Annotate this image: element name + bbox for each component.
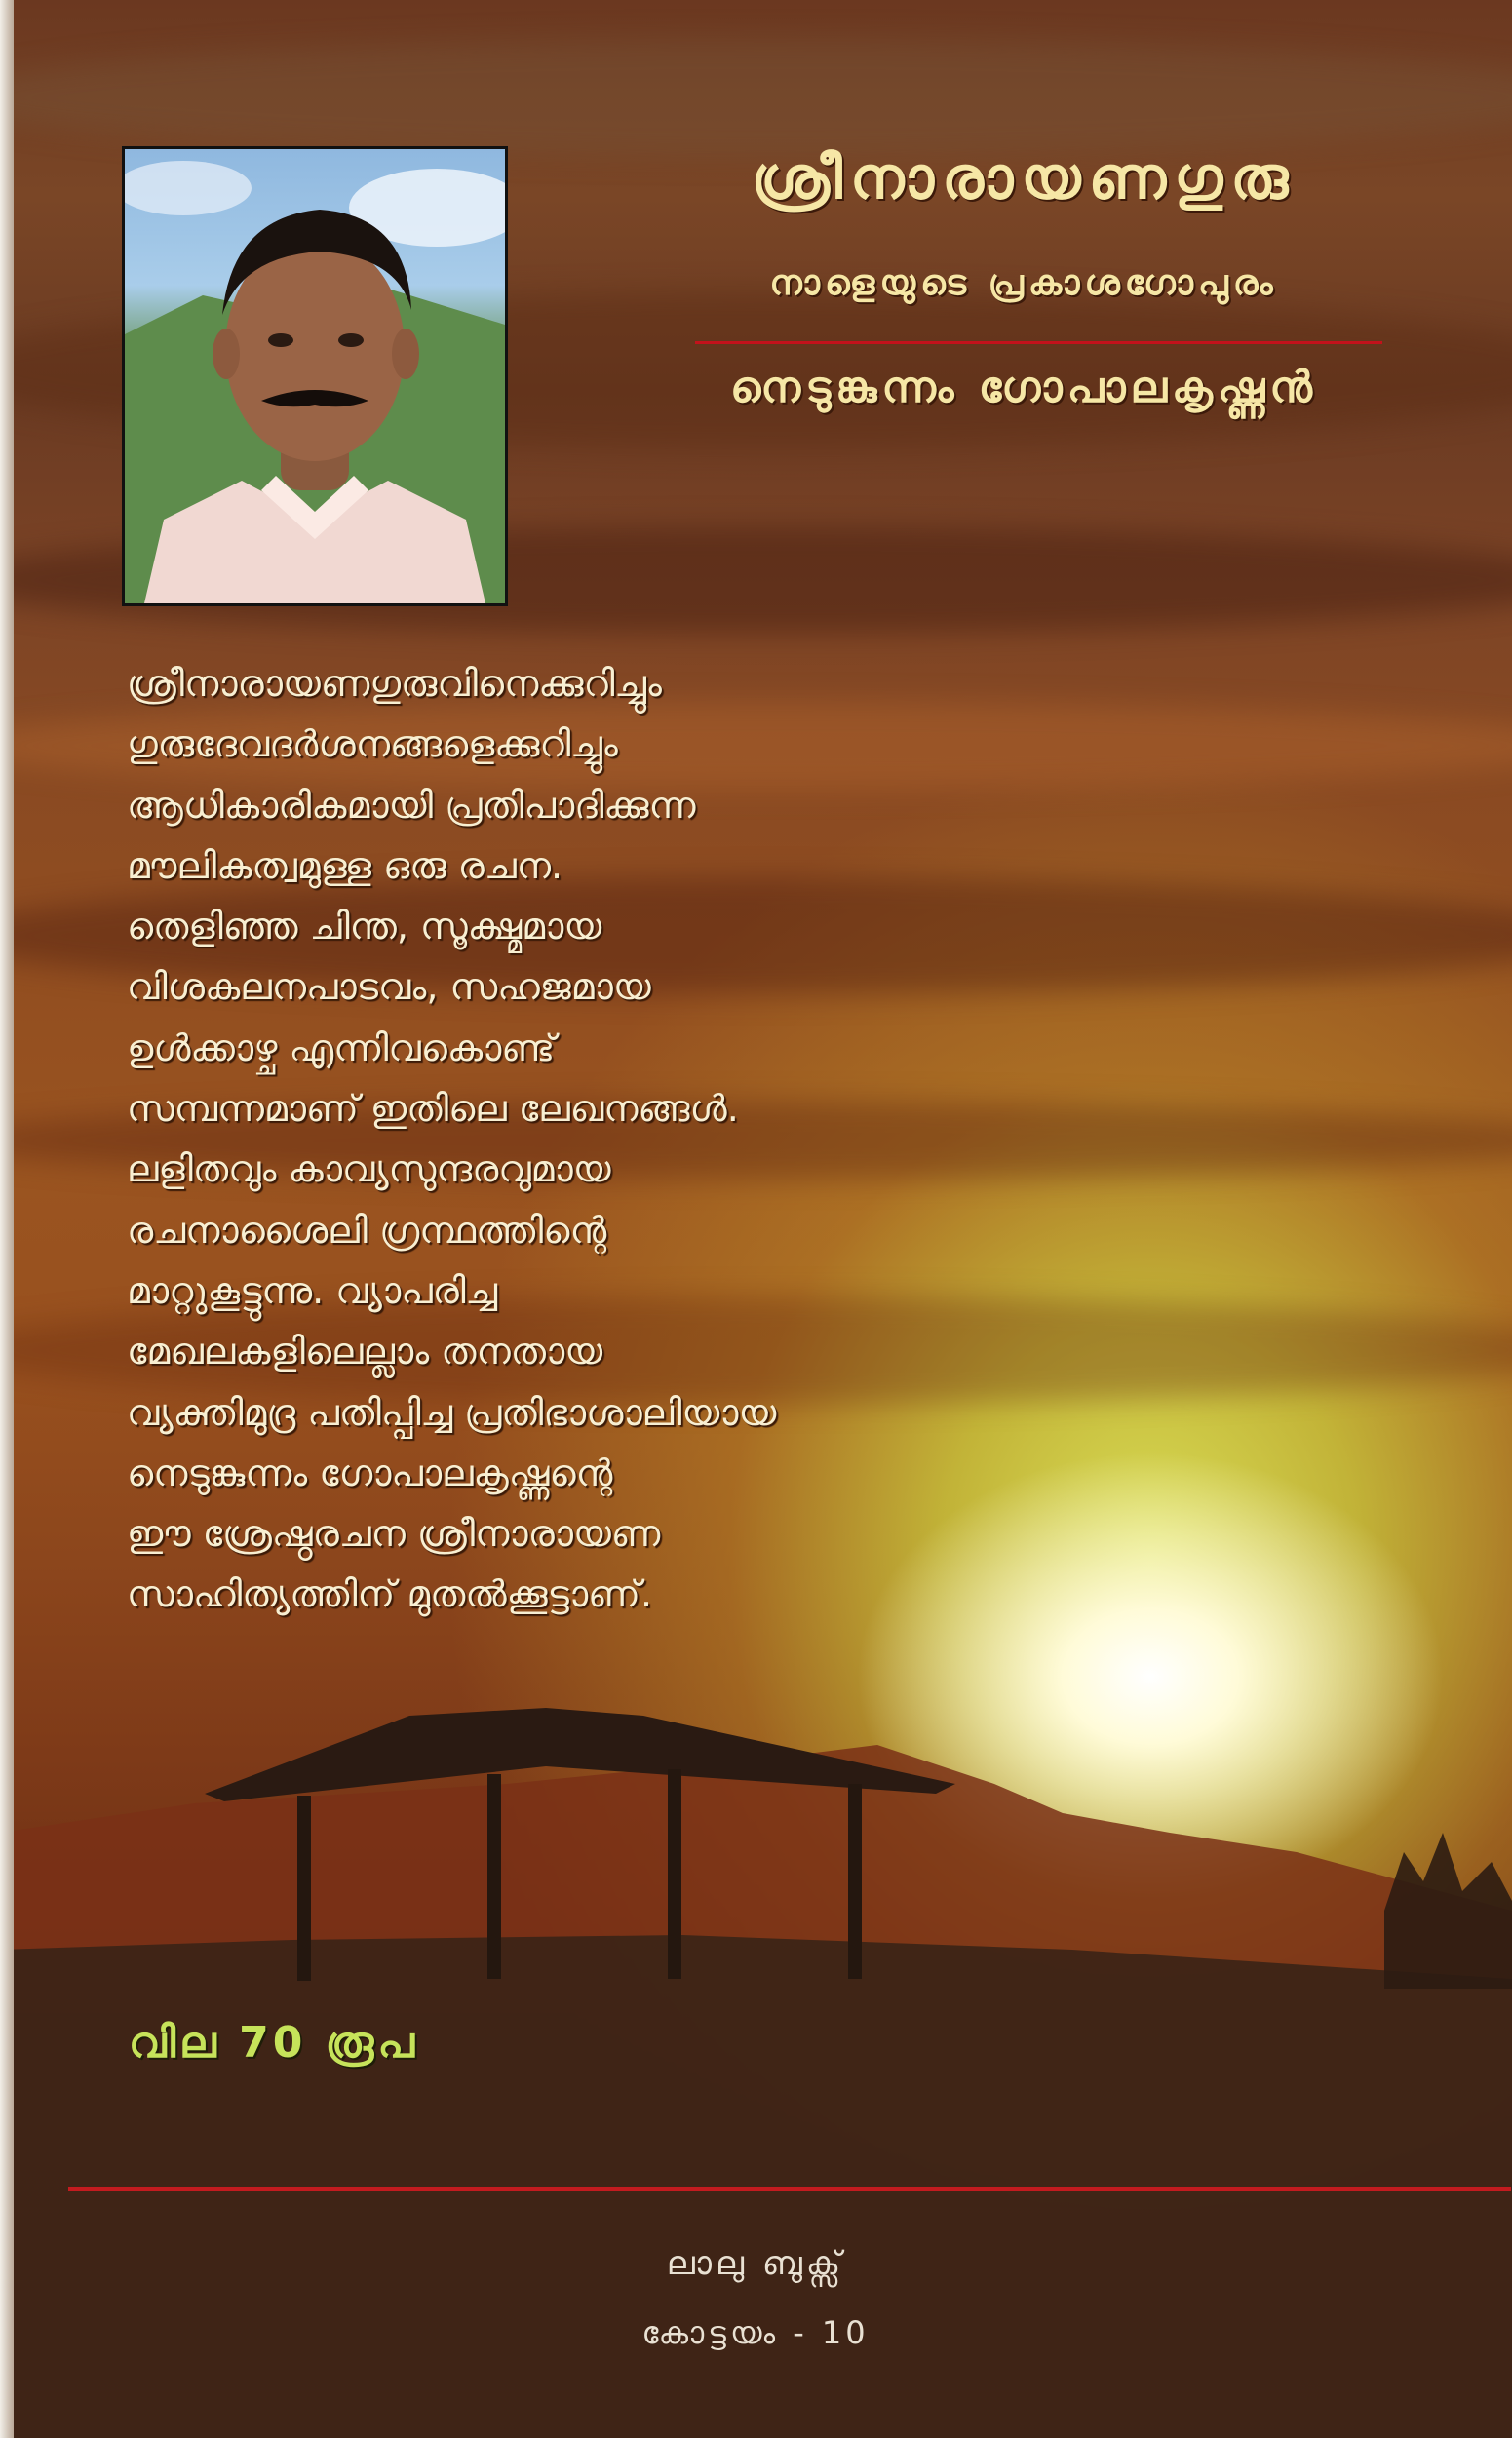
blurb-line: ആധികാരികമായി പ്രതിപാദിക്കുന്ന — [127, 783, 696, 827]
blurb-line: ഈ ശ്രേഷ്ഠരചന ശ്രീനാരായണ — [127, 1512, 661, 1556]
cloud-shape — [125, 161, 252, 215]
ground-silhouette — [0, 1935, 1512, 2438]
footer-divider — [68, 2187, 1511, 2191]
blurb-line: ശ്രീനാരായണഗുരുവിനെക്കുറിച്ചും — [127, 662, 662, 705]
cover-edge — [0, 0, 14, 2438]
blurb-line: നെടുങ്കുന്നം ഗോപാലകൃഷ്ണന്റെ — [127, 1451, 613, 1494]
blurb-line: രചനാശൈലി ഗ്രന്ഥത്തിന്റെ — [127, 1208, 607, 1252]
blurb-line: ഉൾക്കാഴ്ച എന്നിവകൊണ്ട് — [127, 1026, 556, 1069]
gazebo-post — [848, 1784, 862, 1979]
price-label: വില 70 രൂപ — [129, 2018, 419, 2068]
book-title: ശ്രീനാരായണഗുരു — [751, 144, 1297, 213]
author-photo — [122, 146, 508, 606]
ear — [213, 329, 240, 379]
tree-silhouette — [1384, 1833, 1512, 1989]
blurb-line: തെളിഞ്ഞ ചിന്ത, സൂക്ഷ്മമായ — [127, 905, 602, 948]
blurb-line: വിശകലനപാടവം, സഹജമായ — [127, 965, 651, 1009]
title-divider — [695, 341, 1382, 344]
blurb-line: മൗലികത്വമുള്ള ഒരു രചന. — [127, 843, 563, 887]
eye — [338, 333, 364, 347]
eye — [268, 333, 293, 347]
gazebo-post — [297, 1796, 311, 1981]
author-portrait — [125, 149, 505, 603]
blurb-line: മാറ്റുകൂട്ടുന്നു. വ്യാപരിച്ച — [127, 1268, 498, 1312]
book-blurb — [127, 653, 965, 1625]
blurb-line: വ്യക്തിമുദ്ര പതിപ്പിച്ച പ്രതിഭാശാലിയായ — [127, 1390, 777, 1434]
publisher-place: കോട്ടയം - 10 — [641, 2314, 870, 2351]
author-name: നെടുങ്കുന്നം ഗോപാലകൃഷ്ണൻ — [729, 363, 1317, 412]
blurb-line: സാഹിത്യത്തിന് മുതൽക്കൂട്ടാണ്. — [127, 1572, 653, 1616]
blurb-line: ഗുരുദേവദർശനങ്ങളെക്കുറിച്ചും — [127, 722, 618, 766]
gazebo-post — [668, 1769, 681, 1979]
publisher-name: ലാലു ബുക്സ് — [666, 2244, 845, 2283]
book-subtitle: നാളെയുടെ പ്രകാശഗോപുരം — [769, 263, 1278, 303]
blurb-line: സമ്പന്നമാണ് ഇതിലെ ലേഖനങ്ങൾ. — [127, 1087, 739, 1131]
gazebo-post — [487, 1774, 501, 1979]
blurb-line: മേഖലകളിലെല്ലാം തനതായ — [127, 1330, 603, 1374]
blurb-line: ലളിതവും കാവ്യസുന്ദരവുമായ — [127, 1147, 611, 1191]
ear — [392, 329, 419, 379]
